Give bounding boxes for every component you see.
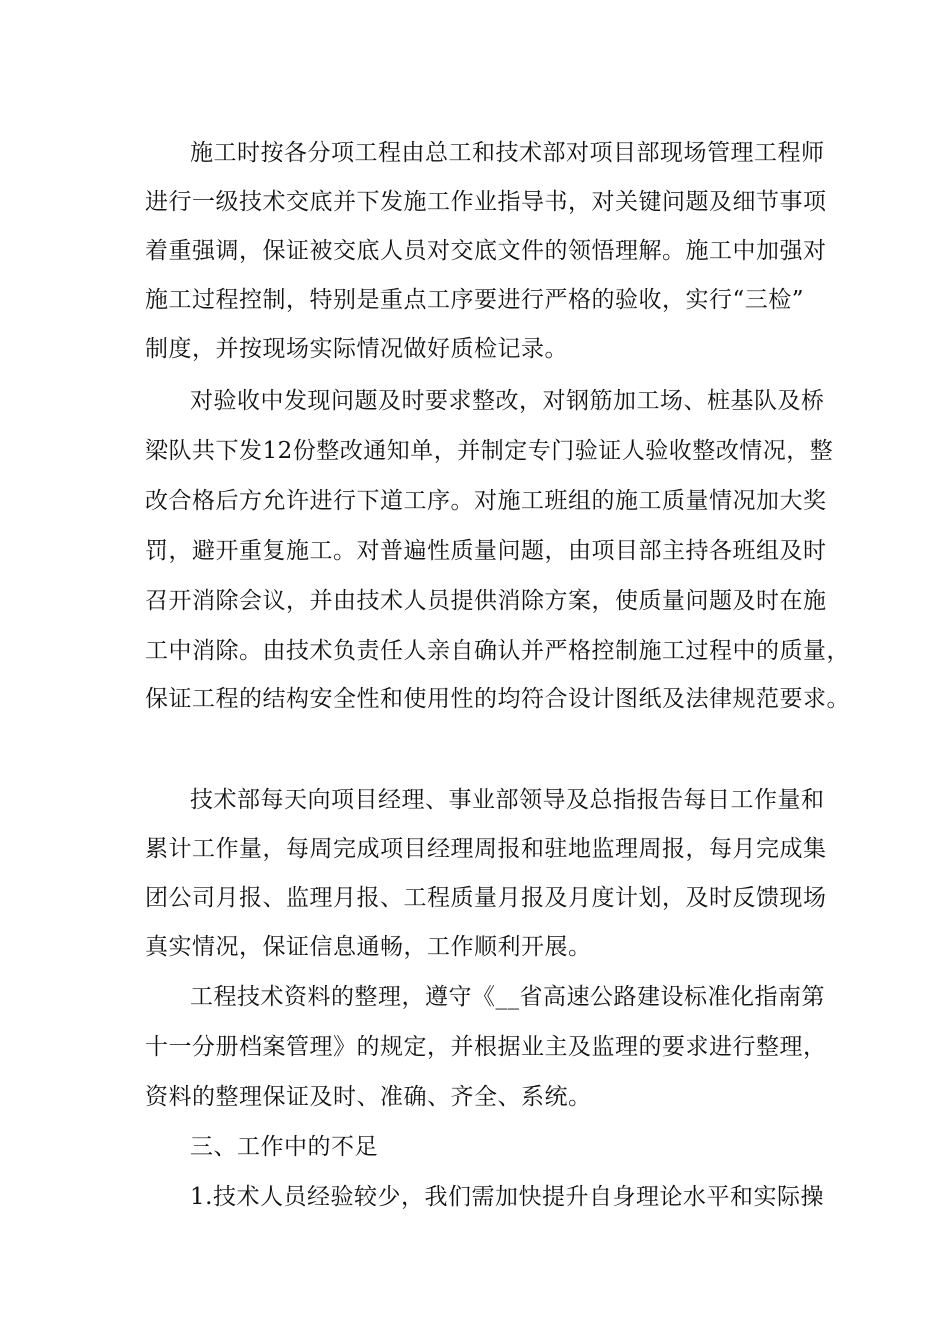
section-heading: 三、工作中的不足 [190,1134,378,1160]
paragraph-line: 真实情况，保证信息通畅，工作顺利开展。 [145,934,592,960]
paragraph-line: 进行一级技术交底并下发施工作业指导书，对关键问题及细节事项 [145,189,827,215]
paragraph-line: 保证工程的结构安全性和使用性的均符合设计图纸及法律规范要求。 [145,686,850,712]
paragraph-line: 制度，并按现场实际情况做好质检记录。 [145,336,568,362]
paragraph-line: 改合格后方允许进行下道工序。对施工班组的施工质量情况加大奖 [145,488,827,514]
paragraph-line: 梁队共下发12份整改通知单，并制定专门验证人验收整改情况，整 [145,438,834,464]
paragraph-line: 召开消除会议，并由技术人员提供消除方案，使质量问题及时在施 [145,588,827,614]
paragraph-line: 施工时按各分项工程由总工和技术部对项目部现场管理工程师 [190,140,825,166]
paragraph-line: 团公司月报、监理月报、工程质量月报及月度计划，及时反馈现场 [145,885,827,911]
paragraph-line: 工中消除。由技术负责任人亲自确认并严格控制施工过程中的质量， [145,638,850,664]
paragraph-line: 着重强调，保证被交底人员对交底文件的领悟理解。施工中加强对 [145,238,827,264]
paragraph-line: 累计工作量，每周完成项目经理周报和驻地监理周报，每月完成集 [145,836,827,862]
paragraph-line: 施工过程控制，特别是重点工序要进行严格的验收，实行“三检” [145,287,805,313]
paragraph-line: 资料的整理保证及时、准确、齐全、系统。 [145,1084,592,1110]
paragraph-line: 对验收中发现问题及时要求整改，对钢筋加工场、桩基队及桥 [190,388,825,414]
paragraph-line: 技术部每天向项目经理、事业部领导及总指报告每日工作量和 [190,787,825,813]
list-item: 1.技术人员经验较少，我们需加快提升自身理论水平和实际操 [190,1184,824,1210]
paragraph-line: 罚，避开重复施工。对普遍性质量问题，由项目部主持各班组及时 [145,538,827,564]
paragraph-line: 工程技术资料的整理，遵守《__省高速公路建设标准化指南第 [190,984,825,1010]
paragraph-line: 十一分册档案管理》的规定，并根据业主及监理的要求进行整理， [145,1034,827,1060]
